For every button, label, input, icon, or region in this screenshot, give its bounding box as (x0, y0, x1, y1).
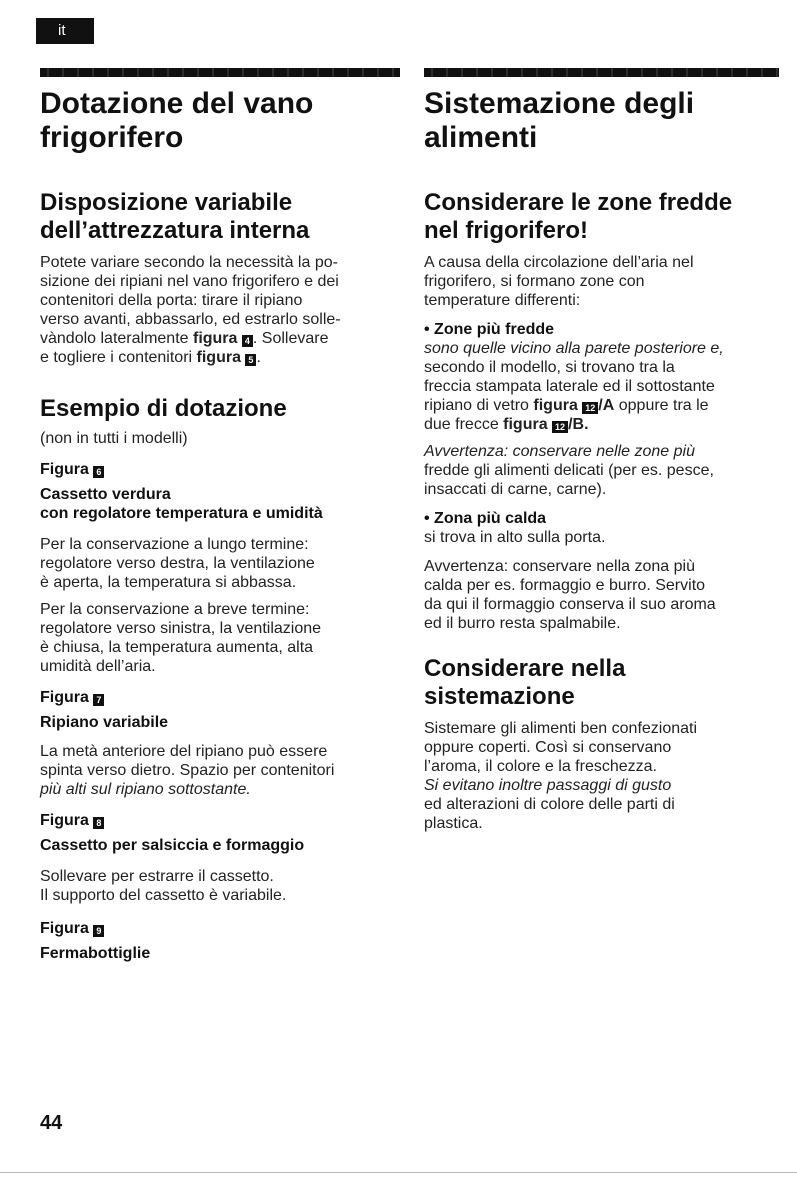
figure-7-title: Ripiano variabile (40, 714, 169, 731)
language-tab: it (36, 18, 94, 44)
bullet-icon: • (424, 321, 435, 338)
subtitle-disposizione: Disposizione variabile dell’attrezzatura interna (40, 189, 310, 244)
paragraph-ripiano: La metà anteriore del ripiano può essere spinta verso dietro. Spazio per contenitori più alti sul ripiano sottostante. (40, 743, 335, 798)
paragraph-cassetto: Sollevare per estrarre il cassetto. Il supporto del cassetto è variabile. (40, 868, 287, 904)
subtitle-esempio: Esempio di dotazione (40, 395, 287, 422)
section-bar (424, 68, 779, 77)
paragraph-avvertenza-calda: Avvertenza: conservare nella zona più calda per es. formaggio e burro. Servito da qui il formaggio conserva il suo aroma ed il burro resta spalmabile. (424, 558, 716, 632)
subtitle-considerare-sistemazione: Considerare nella sistemazione (424, 655, 626, 710)
figure-number-icon: 4 (242, 335, 253, 347)
figure-number-icon: 12 (552, 421, 568, 433)
figure-number-icon: 9 (93, 925, 104, 937)
figure-number-icon: 6 (93, 466, 104, 478)
bullet-zona-calda-text: si trova in alto sulla porta. (424, 529, 606, 546)
note-models: (non in tutti i modelli) (40, 430, 188, 447)
section-title-dotazione: Dotazione del vano frigorifero (40, 87, 314, 154)
page-number: 44 (40, 1112, 63, 1134)
section-title-sistemazione: Sistemazione degli alimenti (424, 87, 695, 154)
figure-8-label: Figura 8 (40, 811, 400, 830)
figure-number-icon: 8 (93, 817, 104, 829)
figure-9-label: Figura 9 (40, 919, 400, 938)
bullet-zona-calda-title: • Zona più calda (424, 510, 547, 527)
figure-8-title: Cassetto per salsiccia e formaggio (40, 837, 305, 854)
bottom-rule (0, 1172, 797, 1173)
subtitle-zone-fredde: Considerare le zone fredde nel frigorifero! (424, 189, 733, 244)
bullet-zone-fredde-text: sono quelle vicino alla parete posteriore e, secondo il modello, si trovano tra la freccia stampata laterale ed il sottostante ripiano di vetro figura 12 /A oppure tra le due frecce figura 12 /B. (424, 340, 724, 433)
paragraph-sistemare: Sistemare gli alimenti ben confezionati oppure coperti. Così si conservano l’aroma, il colore e la freschezza. Si evitano inoltre passaggi di gusto ed alterazioni di colore delle parti di plastica. (424, 720, 698, 832)
figure-number-icon: 5 (245, 354, 256, 366)
bullet-zone-fredde-title: • Zone più fredde (424, 321, 555, 338)
figure-7-label: Figura 7 (40, 688, 400, 707)
paragraph-breve-termine: Per la conservazione a breve termine: regolatore verso sinistra, la ventilazione è chiusa, la temperatura aumenta, alta umidità dell’aria. (40, 601, 322, 675)
bullet-icon: • (424, 510, 435, 527)
left-column (40, 68, 400, 963)
paragraph-disposizione: Potete variare secondo la necessità la po- sizione dei ripiani nel vano frigorifero e dei contenitori della porta: tirare il ripiano verso avanti, abbassarlo, ed estrarlo solle- vàndolo lateralmente figura 4 . Sollevare e togliere i contenitori figura 5 . (40, 254, 341, 366)
paragraph-circolazione: A causa della circolazione dell’aria nel frigorifero, si formano zone con temperature differenti: (424, 254, 694, 309)
paragraph-avvertenza-fredde: Avvertenza: conservare nelle zone più fredde gli alimenti delicati (per es. pesce, insaccati di carne, carne). (424, 443, 714, 498)
figure-6-title: Cassetto verdura con regolatore temperatura e umidità (40, 486, 323, 522)
paragraph-lungo-termine: Per la conservazione a lungo termine: regolatore verso destra, la ventilazione è aperta, la temperatura si abbassa. (40, 536, 315, 591)
figure-9-title: Fermabottiglie (40, 945, 151, 962)
figure-number-icon: 12 (582, 402, 598, 414)
figure-6-label: Figura 6 (40, 460, 400, 479)
section-bar (40, 68, 400, 77)
right-column (424, 68, 779, 833)
figure-number-icon: 7 (93, 694, 104, 706)
